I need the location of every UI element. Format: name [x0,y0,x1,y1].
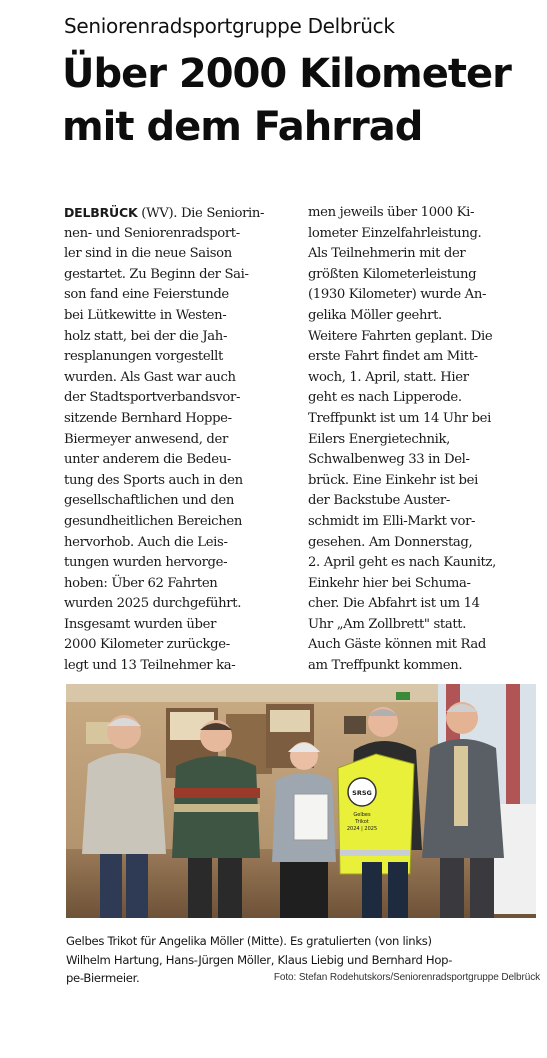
vest-logo-text: SRSG [352,789,372,797]
body-line: bei Lütkewitte in Westen- [64,307,227,323]
body-line: Als Teilnehmerin mit der [308,246,466,262]
body-line: ler sind in die neue Saison [64,246,232,262]
body-line: tungen wurden hervorge- [64,555,228,571]
body-line: größten Kilometerleistung [308,266,477,282]
body-line: cher. Die Abfahrt ist um 14 [308,596,480,612]
vest-text: Trikot [355,819,369,825]
body-line: Uhr „Am Zollbrett" statt. [308,616,467,632]
body-line: brück. Eine Einkehr ist bei [308,472,478,488]
body-line: 2000 Kilometer zurückge- [64,637,230,653]
vest-text: Gelbes [353,812,371,818]
body-line: (1930 Kilometer) wurde An- [308,287,487,303]
caption-line: Gelbes Trikot für Angelika Möller (Mitte). Es gratulierten (von links) [66,934,432,948]
headline [62,48,542,154]
body-line: woch, 1. April, statt. Hier [308,369,469,385]
headline-line: Über 2000 Kilometer [62,51,511,97]
vest-text: 2024 | 2025 [346,826,378,832]
body-line: Insgesamt wurden über [64,616,217,632]
body-line: schmidt im Elli-Markt vor- [308,513,476,529]
body-line: resplanungen vorgestellt [64,349,223,365]
photo-credit: Foto: Stefan Rodehutskors/Seniorenradsportgruppe Delbrück [273,972,540,983]
picture-frame [344,716,366,734]
body-line: wurden 2025 durchgeführt. [64,596,242,612]
body-line: gesehen. Am Donnerstag, [308,534,473,550]
body-line: Eilers Energietechnik, [308,431,450,447]
body-line: wurden. Als Gast war auch [64,369,236,385]
body-line: erste Fahrt findet am Mitt- [308,349,478,365]
body-line: holz statt, bei der die Jah- [64,328,228,344]
article-column-2 [308,203,540,677]
headline-line: mit dem Fahrrad [62,104,423,150]
body-line: gesundheitlichen Bereichen [64,513,242,529]
body-line: hoben: Über 62 Fahrten [64,575,218,591]
body-line: unter anderem die Bedeu- [64,452,231,468]
body-line: der Stadtsportverbandsvor- [64,390,241,406]
body-line: son fand eine Feierstunde [64,287,229,303]
group-photo [66,684,536,918]
body-line [64,203,296,224]
article-column-1 [64,203,296,677]
body-line: geht es nach Lipperode. [308,390,462,406]
certificate [294,794,328,840]
body-line: gestartet. Zu Beginn der Sai- [64,266,249,282]
body-line: Auch Gäste können mit Rad [308,637,486,653]
caption-line: pe-Biermeier. [66,971,140,986]
body-line: legt und 13 Teilnehmer ka- [64,658,236,674]
body-line: Treffpunkt ist um 14 Uhr bei [308,410,491,426]
body-text: (WV). Die Seniorin- [137,206,265,221]
caption-line: Wilhelm Hartung, Hans-Jürgen Möller, Klaus Liebig und Bernhard Hop- [66,952,453,967]
body-line: am Treffpunkt kommen. [308,658,463,674]
exit-sign [396,692,410,700]
body-line: Weitere Fahrten geplant. Die [308,328,493,344]
body-line: lometer Einzelfahrleistung. [308,225,482,241]
dateline: DELBRÜCK [64,205,138,220]
body-line: Schwalbenweg 33 in Del- [308,452,470,468]
body-line: Biermeyer anwesend, der [64,431,228,447]
body-line: 2. April geht es nach Kaunitz, [308,555,496,571]
body-line: nen- und Seniorenradsport- [64,225,240,241]
body-line: hervorhob. Auch die Leis- [64,534,228,550]
body-line: men jeweils über 1000 Ki- [308,205,475,220]
body-line: Einkehr hier bei Schuma- [308,575,471,591]
body-line: sitzende Bernhard Hoppe- [64,410,232,426]
body-line: tung des Sports auch in den [64,472,243,488]
shelf-window [270,710,310,732]
body-line: gelika Möller geehrt. [308,307,442,323]
body-line: gesellschaftlichen und den [64,493,235,509]
group-photo-illustration [66,684,536,918]
kicker: Seniorenradsportgruppe Delbrück [64,14,395,38]
body-line: der Backstube Auster- [308,493,450,509]
